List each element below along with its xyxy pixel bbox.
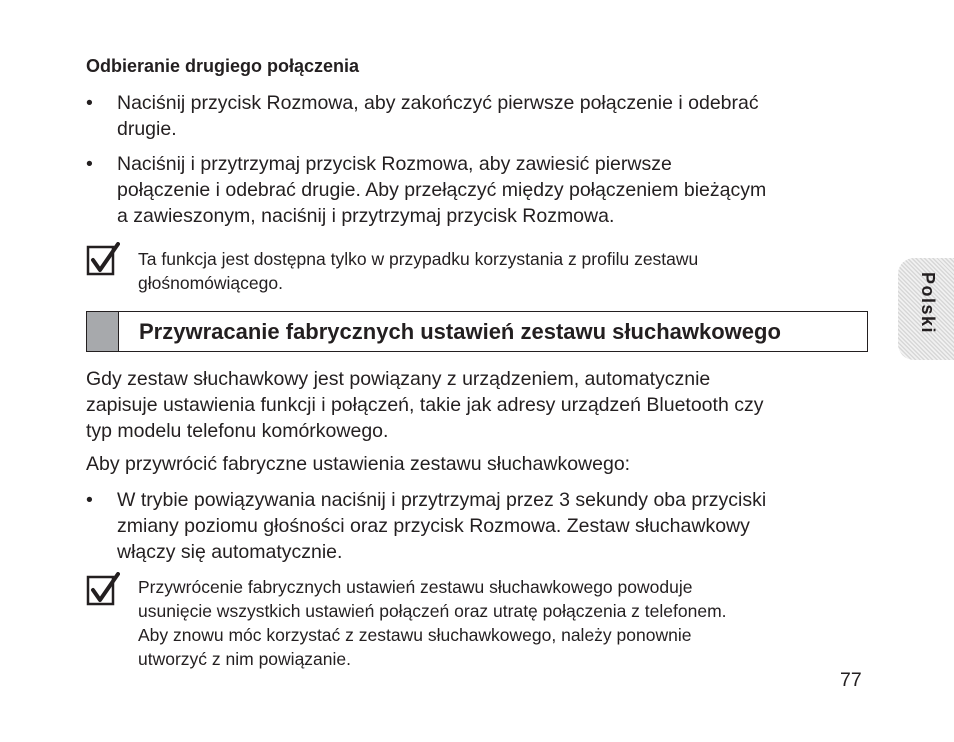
- checkbox-check-icon: [86, 572, 120, 606]
- text-line: połączenie i odebrać drugie. Aby przełączyć między połączeniem bieżącym: [117, 179, 767, 201]
- text-line: typ modelu telefonu komórkowego.: [86, 420, 389, 442]
- text-line: W trybie powiązywania naciśnij i przytrzymaj przez 3 sekundy oba przyciski: [117, 489, 767, 511]
- text-line: drugie.: [117, 118, 177, 140]
- list-item: [86, 151, 866, 229]
- paragraph: Aby przywrócić fabryczne ustawienia zestawu słuchawkowego:: [86, 453, 631, 475]
- section-accent-bar: [87, 312, 119, 351]
- text-line: Naciśnij przycisk Rozmowa, aby zakończyć pierwsze połączenie i odebrać: [117, 92, 759, 114]
- section-title: Przywracanie fabrycznych ustawień zestawu słuchawkowego: [139, 319, 781, 344]
- section-header: [86, 311, 868, 352]
- text-line: Gdy zestaw słuchawkowy jest powiązany z urządzeniem, automatycznie: [86, 368, 711, 390]
- bullet-symbol: •: [86, 92, 93, 114]
- bullet-symbol: •: [86, 489, 93, 511]
- text-line: a zawieszonym, naciśnij i przytrzymaj przycisk Rozmowa.: [117, 205, 615, 227]
- text-line: włączy się automatycznie.: [117, 541, 343, 563]
- text-line: Ta funkcja jest dostępna tylko w przypadku korzystania z profilu zestawu: [138, 249, 699, 269]
- language-tab: [898, 258, 954, 360]
- text-line: utworzyć z nim powiązanie.: [138, 649, 351, 669]
- text-line: Przywrócenie fabrycznych ustawień zestawu słuchawkowego powoduje: [138, 577, 693, 597]
- text-line: zapisuje ustawienia funkcji i połączeń, takie jak adresy urządzeń Bluetooth czy: [86, 394, 764, 416]
- note: [138, 247, 868, 295]
- note: [138, 575, 868, 671]
- list-item: [86, 487, 866, 565]
- text-line: Naciśnij i przytrzymaj przycisk Rozmowa, aby zawiesić pierwsze: [117, 153, 672, 175]
- list-item: [86, 90, 866, 142]
- text-line: Aby znowu móc korzystać z zestawu słuchawkowego, należy ponownie: [138, 625, 692, 645]
- text-line: głośnomówiącego.: [138, 273, 283, 293]
- bullet-symbol: •: [86, 153, 93, 175]
- text-line: zmiany poziomu głośności oraz przycisk Rozmowa. Zestaw słuchawkowy: [117, 515, 750, 537]
- text-line: usunięcie wszystkich ustawień połączeń oraz utratę połączenia z telefonem.: [138, 601, 727, 621]
- paragraph: [86, 366, 876, 444]
- page-number: 77: [840, 669, 862, 691]
- subheading: Odbieranie drugiego połączenia: [86, 56, 360, 76]
- checkbox-check-icon: [86, 242, 120, 276]
- language-tab-label: Polski: [918, 272, 938, 335]
